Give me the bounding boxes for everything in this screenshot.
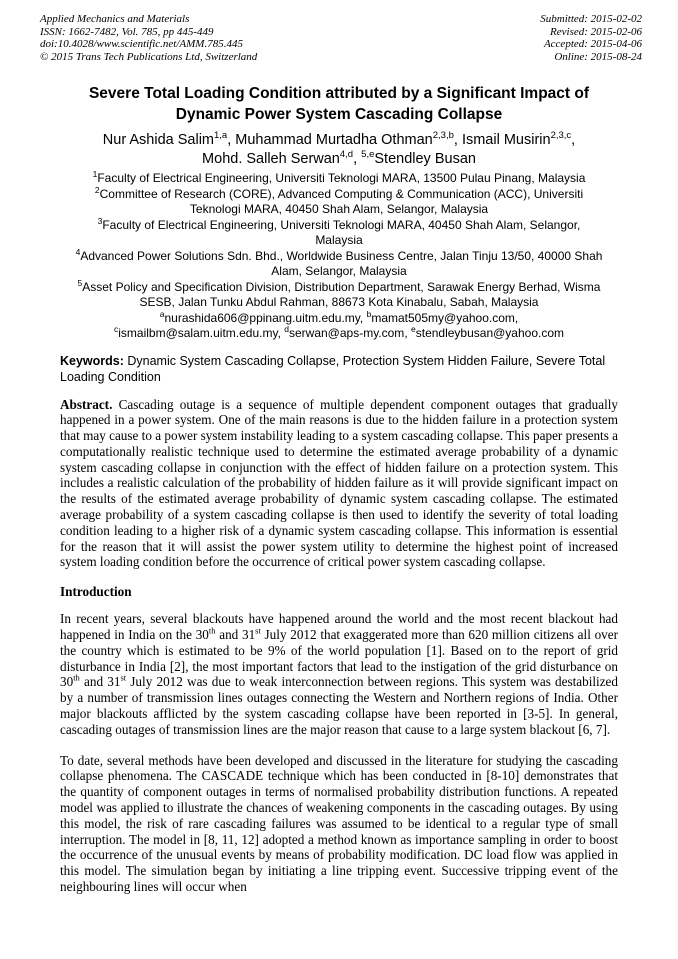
affiliation-line xyxy=(75,246,603,280)
author-separator: , xyxy=(227,132,236,148)
intro-paragraph-1 xyxy=(60,611,618,737)
email-superscript: b xyxy=(366,308,372,319)
email-superscript: e xyxy=(411,324,416,334)
affiliation-superscript: 2 xyxy=(94,184,100,195)
abstract-text: Cascading outage is a sequence of multiple dependent component outages that gradually happened in a power system. One of the main reasons is due to the hidden failure in a protection system that may cause to a power system instability leading to a system cascading collapse. This paper presents a computationally realistic technique used to determine the estimated average probability of a dynamic system cascading collapse in conjunction with the effect of hidden failure on a protection system. This includes a realistic calculation of the probability of hidden failure as it will provide significant impact on the results of the estimated average probability of dynamic system cascading collapse. The estimated average probability of a system cascading collapse is then used to identify the severity of total loading condition leading to a higher risk of a dynamic system cascading collapse. This information is essential for the reason that it will assist the power system utility to determine the highest point of increased system loading condition before the occurrence of critical power system cascading collapse. xyxy=(60,396,618,570)
ordinal-superscript: th xyxy=(73,673,80,684)
author-superscript: 4,d xyxy=(339,149,354,161)
affiliations-block xyxy=(75,171,603,342)
section-heading-introduction: Introduction xyxy=(60,584,132,600)
email-separator: , xyxy=(359,310,364,325)
paragraph-text: July 2012 was due to weak interconnection between regions. This system was destabilized by a number of transmission lines outages connecting the Western and Northern regions of India. Other major blackouts afflicted by the system cascading collapse have been reported in [3-5]. In general, cascading outages of transmission lines are the major reason that cause to a large system blackout [6, 7]. xyxy=(60,674,618,737)
abstract-label: Abstract. xyxy=(60,396,113,412)
revised-date: Revised: 2015-02-06 xyxy=(550,25,642,38)
affiliation-text: Committee of Research (CORE), Advanced Computing & Communication (ACC), Universiti Teknologi MARA, 40450 Shah Alam, Selangor, Malaysia xyxy=(99,186,584,216)
online-date: Online: 2015-08-24 xyxy=(554,50,642,63)
email-separator: , xyxy=(277,326,281,340)
author-separator: , xyxy=(571,132,576,148)
affiliation-superscript: 1 xyxy=(92,169,98,179)
keywords-text: Dynamic System Cascading Collapse, Protection System Hidden Failure, Severe Total Loading Condition xyxy=(60,353,606,384)
abstract-paragraph xyxy=(60,397,618,571)
author-superscript: 2,3,c xyxy=(550,130,572,142)
ordinal-superscript: st xyxy=(120,673,127,684)
journal-issn-volume: ISSN: 1662-7482, Vol. 785, pp 445-449 xyxy=(40,25,214,38)
affiliation-text: Asset Policy and Specification Division, Distribution Department, Sarawak Energy Berhad, Wisma SESB, Jalan Tunku Abdul Rahman, 88673 Kota Kinabalu, Sabah, Malaysia xyxy=(82,279,601,309)
keywords-label: Keywords: xyxy=(60,353,124,368)
emails-line xyxy=(75,308,603,342)
paragraph-text: and 31 xyxy=(79,674,121,690)
paper-header xyxy=(0,0,678,63)
author-name: Mohd. Salleh Serwan xyxy=(202,151,340,167)
author-name: Ismail Musirin xyxy=(461,132,551,148)
email-address: ismailbm@salam.uitm.edu.my xyxy=(118,326,278,340)
paper-content xyxy=(0,83,678,895)
submission-dates xyxy=(540,13,642,63)
email-address: serwan@aps-my.com xyxy=(288,326,405,340)
affiliation-text: Faculty of Electrical Engineering, Universiti Teknologi MARA, 40450 Shah Alam, Selangor, Malaysia xyxy=(102,217,581,247)
email-separator: , xyxy=(404,326,408,340)
email-separator: , xyxy=(514,310,519,325)
affiliation-text: Faculty of Electrical Engineering, Universiti Teknologi MARA, 13500 Pulau Pinang, Malaysia xyxy=(97,171,586,185)
submitted-date: Submitted: 2015-02-02 xyxy=(540,13,642,25)
intro-paragraph-2: To date, several methods have been developed and discussed in the literature for studying the cascading collapse phenomena. The CASCADE technique which has been conducted in [8-10] demonstrates that the quantity of component outages in terms of normalised probability distribution functions. A repeated model was applied to illustrate the chances of weakening components in the cascading outages. By using this model, the risk of rare cascading failures was assumed to be identical to a regular type of small interruption. The model in [8, 11, 12] adopted a method known as importance sampling in order to boost the occurrence of the unusual events by means of probability modification. DC load flow was applied in this model. The simulation began by initiating a line tripping event. Successive tripping event of the neighbouring lines will occur when xyxy=(60,752,618,895)
author-name: Stendley Busan xyxy=(374,151,476,167)
author-name: Nur Ashida Salim xyxy=(102,132,214,148)
email-superscript: d xyxy=(284,324,289,334)
ordinal-superscript: st xyxy=(255,625,261,636)
affiliation-text: Advanced Power Solutions Sdn. Bhd., Worldwide Business Centre, Jalan Tinju 13/50, 40000 Shah Alam, Selangor, Malaysia xyxy=(80,248,603,278)
email-address: stendleybusan@yahoo.com xyxy=(415,326,565,340)
paper-title: Severe Total Loading Condition attributed by a Significant Impact of Dynamic Power System Cascading Collapse xyxy=(88,85,590,123)
affiliation-line xyxy=(75,277,603,311)
paragraph-text: July 2012 that exaggerated more than 620 million citizens all over the country which is estimated to be 9% of the world population [1]. Based on to the report of grid disturbance in India [2], the most important factors that lead to the instigation of the grid disturbance on 30 xyxy=(60,627,619,690)
author-name: Muhammad Murtadha Othman xyxy=(235,132,433,148)
journal-copyright: © 2015 Trans Tech Publications Ltd, Switzerland xyxy=(40,50,258,63)
accepted-date: Accepted: 2015-04-06 xyxy=(543,38,642,50)
affiliation-superscript: 5 xyxy=(77,277,83,288)
paragraph-text: In recent years, several blackouts have happened around the world and the most recent blackout had happened in India on the 30 xyxy=(60,611,618,643)
paragraph-text: and 31 xyxy=(215,627,256,643)
author-superscript: 1,a xyxy=(214,130,228,142)
keywords-line xyxy=(60,353,618,386)
email-address: nurashida606@ppinang.uitm.edu.my xyxy=(164,310,360,325)
email-superscript: c xyxy=(113,324,119,334)
affiliation-line xyxy=(75,171,603,187)
affiliation-line xyxy=(75,215,603,249)
author-separator: , xyxy=(353,151,362,167)
authors-line xyxy=(60,131,618,169)
email-superscript: a xyxy=(159,308,165,319)
affiliation-line xyxy=(75,184,603,218)
author-separator: , xyxy=(453,132,462,148)
ordinal-superscript: th xyxy=(208,625,216,636)
journal-name: Applied Mechanics and Materials xyxy=(40,13,190,25)
author-superscript: 2,3,b xyxy=(432,130,454,142)
affiliation-superscript: 3 xyxy=(97,215,103,226)
journal-info xyxy=(40,13,257,63)
journal-doi: doi:10.4028/www.scientific.net/AMM.785.445 xyxy=(40,38,243,50)
email-address: mamat505my@yahoo.com xyxy=(371,310,515,325)
author-superscript: 5,e xyxy=(361,149,375,161)
affiliation-superscript: 4 xyxy=(75,246,81,257)
